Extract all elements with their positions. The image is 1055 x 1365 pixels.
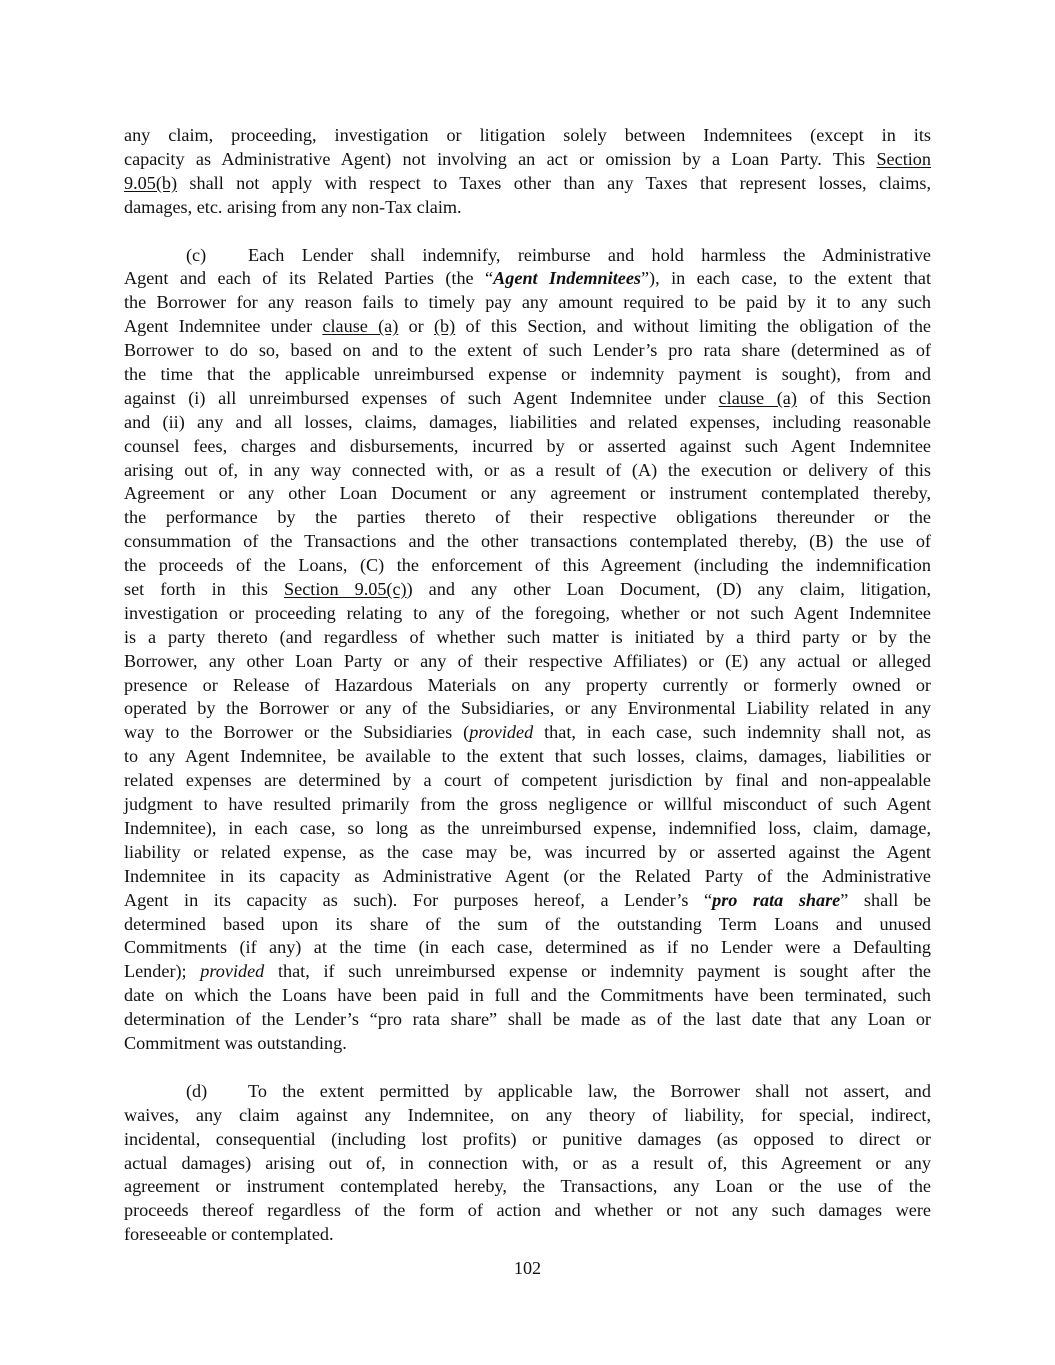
- text-line: proceeds thereof regardless of the form of action and whether or not any such damages were: [124, 1200, 931, 1221]
- text-line: related expenses are determined by a court of competent jurisdiction by final and non-appealable: [124, 770, 931, 791]
- text-line: any claim, proceeding, investigation or litigation solely between Indemnitees (except in its: [124, 125, 931, 145]
- document-page: [124, 124, 931, 1247]
- text-line: the Borrower for any reason fails to timely pay any amount required to be paid by it to any such: [124, 292, 931, 313]
- text-fragment: shall not apply with respect to Taxes other than any Taxes that represent losses, claims,: [177, 172, 931, 193]
- text-line: incidental, consequential (including lost profits) or punitive damages (as opposed to direct or: [124, 1128, 931, 1149]
- clause-reference-link[interactable]: (b): [433, 316, 456, 337]
- text-line: Commitment was outstanding.: [124, 1032, 347, 1053]
- text-line: arising out of, in any way connected with, or as a result of (A) the execution or delivery of this: [124, 459, 931, 480]
- text-line: [124, 1080, 931, 1104]
- text-line: the time that the applicable unreimbursed expense or indemnity payment is sought), from and: [124, 364, 931, 385]
- text-line: liability or related expense, as the case may be, was incurred by or asserted against the Agent: [124, 841, 931, 862]
- text-line: [124, 315, 931, 339]
- text-fragment: ) and any other Loan Document, (D) any claim, litigation,: [406, 579, 931, 600]
- text-line: [124, 578, 931, 602]
- text-line: Indemnitee), in each case, so long as the unreimbursed expense, indemnified loss, claim, damage,: [124, 817, 931, 838]
- section-reference-link[interactable]: Section: [876, 148, 931, 169]
- text-line: determination of the Lender’s “pro rata share” shall be made as of the last date that any Loan or: [124, 1009, 931, 1030]
- text-line: the proceeds of the Loans, (C) the enforcement of this Agreement (including the indemnification: [124, 555, 931, 576]
- text-line: foreseeable or contemplated.: [124, 1224, 334, 1245]
- text-line: [124, 889, 931, 913]
- page-number: 102: [513, 1258, 542, 1278]
- section-reference-link[interactable]: Section 9.05(c): [284, 579, 407, 600]
- text-line: agreement or instrument contemplated hereby, the Transactions, any Loan or the use of the: [124, 1176, 931, 1197]
- text-line: to any Agent Indemnitee, be available to the extent that such losses, claims, damages, liabilities or: [124, 746, 931, 767]
- text-line: actual damages) arising out of, in connection with, or as a result of, this Agreement or any: [124, 1152, 931, 1173]
- text-line: waives, any claim against any Indemnitee, on any theory of liability, for special, indirect,: [124, 1104, 931, 1125]
- text-fragment: against (i) all unreimbursed expenses of such Agent Indemnitee under: [124, 387, 719, 408]
- text-fragment: ” shall be: [840, 889, 931, 910]
- text-fragment: of this Section, and without limiting the obligation of the: [455, 316, 931, 337]
- text-line: damages, etc. arising from any non-Tax claim.: [124, 196, 462, 217]
- defined-term: pro rata share: [712, 889, 841, 910]
- section-reference-link[interactable]: 9.05(b): [124, 172, 178, 193]
- text-fragment: or: [398, 316, 434, 337]
- text-fragment: Agent in its capacity as such). For purposes hereof, a Lender’s “: [124, 889, 713, 910]
- text-line: the performance by the parties thereto of their respective obligations thereunder or the: [124, 507, 931, 528]
- clause-label: (c): [186, 244, 207, 265]
- text-fragment: set forth in this: [124, 579, 285, 600]
- text-line: [124, 960, 931, 984]
- text-line: [124, 387, 931, 411]
- text-fragment: capacity as Administrative Agent) not involving an act or omission by a Loan Party. This: [124, 148, 877, 169]
- text-line: and (ii) any and all losses, claims, damages, liabilities and related expenses, including reasonable: [124, 411, 931, 432]
- text-line: Agreement or any other Loan Document or any agreement or instrument contemplated thereby,: [124, 483, 931, 504]
- text-line: presence or Release of Hazardous Materials on any property currently or formerly owned or: [124, 674, 931, 695]
- text-fragment: Agent and each of its Related Parties (the “: [124, 268, 494, 289]
- text-line: [124, 148, 931, 172]
- text-line: consummation of the Transactions and the other transactions contemplated thereby, (B) the use of: [124, 531, 931, 552]
- text-line: Commitments (if any) at the time (in each case, determined as if no Lender were a Defaulting: [124, 937, 931, 958]
- text-line: Borrower, any other Loan Party or any of their respective Affiliates) or (E) any actual or alleged: [124, 650, 931, 671]
- paragraph-c: [124, 244, 931, 1056]
- text-line: [124, 172, 931, 196]
- text-line: [124, 244, 931, 268]
- text-line: Indemnitee in its capacity as Administrative Agent (or the Related Party of the Administrative: [124, 865, 931, 886]
- text-fragment: Lender);: [124, 961, 201, 982]
- text-line: date on which the Loans have been paid in full and the Commitments have been terminated, such: [124, 985, 931, 1006]
- paragraph-gap: [124, 220, 931, 244]
- text-line: Borrower to do so, based on and to the extent of such Lender’s pro rata share (determined as of: [124, 340, 931, 361]
- text-line: counsel fees, charges and disbursements, incurred by or asserted against such Agent Indemnitee: [124, 435, 931, 456]
- paragraph-gap: [124, 1056, 931, 1080]
- clause-reference-link[interactable]: clause (a): [718, 387, 797, 408]
- text-line: operated by the Borrower or any of the Subsidiaries, or any Environmental Liability related in any: [124, 698, 931, 719]
- text-fragment: ”), in each case, to the extent that: [640, 268, 931, 289]
- text-line: is a party thereto (and regardless of whether such matter is initiated by a third party or by the: [124, 626, 931, 647]
- text-line: [124, 267, 931, 291]
- paragraph-b-continuation: [124, 124, 931, 220]
- text-fragment: of this Section: [796, 387, 931, 408]
- text-fragment: To the extent permitted by applicable law, the Borrower shall not assert, and: [248, 1080, 931, 1101]
- clause-label: (d): [186, 1080, 208, 1101]
- text-fragment: way to the Borrower or the Subsidiaries (: [124, 722, 470, 743]
- defined-term: Agent Indemnitees: [493, 268, 641, 289]
- text-fragment: Each Lender shall indemnify, reimburse and hold harmless the Administrative: [248, 244, 931, 265]
- italic-term: provided: [469, 722, 534, 743]
- text-line: determined based upon its share of the sum of the outstanding Term Loans and unused: [124, 913, 931, 934]
- paragraph-d: [124, 1080, 931, 1247]
- text-line: [124, 721, 931, 745]
- text-fragment: that, if such unreimbursed expense or indemnity payment is sought after the: [264, 961, 932, 982]
- text-fragment: that, in each case, such indemnity shall not, as: [533, 722, 932, 743]
- text-line: investigation or proceeding relating to any of the foregoing, whether or not such Agent Indemnitee: [124, 602, 931, 623]
- italic-term: provided: [200, 961, 265, 982]
- text-line: judgment to have resulted primarily from the gross negligence or willful misconduct of such Agent: [124, 794, 931, 815]
- text-fragment: Agent Indemnitee under: [124, 316, 323, 337]
- clause-reference-link[interactable]: clause (a): [322, 316, 399, 337]
